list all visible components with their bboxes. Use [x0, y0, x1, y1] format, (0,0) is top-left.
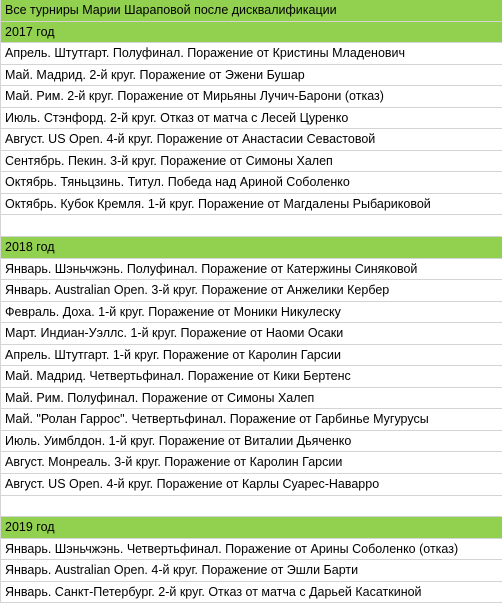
table-row: Август. US Open. 4-й круг. Поражение от Карлы Суарес-Наварро [1, 474, 502, 496]
table-row: Январь. Санкт-Петербург. 2-й круг. Отказ от матча с Дарьей Касаткиной [1, 582, 502, 603]
year-header-2017: 2017 год [1, 22, 502, 44]
table-row: Апрель. Штутгарт. 1-й круг. Поражение от Каролин Гарсии [1, 345, 502, 367]
table-row: Апрель. Штутгарт. Полуфинал. Поражение от Кристины Младенович [1, 43, 502, 65]
table-row: Январь. Australian Open. 3-й круг. Поражение от Анжелики Кербер [1, 280, 502, 302]
table-row: Май. Мадрид. 2-й круг. Поражение от Эжени Бушар [1, 65, 502, 87]
table-row: Февраль. Доха. 1-й круг. Поражение от Моники Никулеску [1, 302, 502, 324]
table-row: Октябрь. Кубок Кремля. 1-й круг. Поражение от Магдалены Рыбариковой [1, 194, 502, 216]
table-row: Май. Рим. Полуфинал. Поражение от Симоны Халеп [1, 388, 502, 410]
table-row: Июль. Стэнфорд. 2-й круг. Отказ от матча с Лесей Цуренко [1, 108, 502, 130]
table-row: Октябрь. Тяньцзинь. Титул. Победа над Ариной Соболенко [1, 172, 502, 194]
table-row: Январь. Шэньчжэнь. Четвертьфинал. Поражение от Арины Соболенко (отказ) [1, 539, 502, 561]
year-header-2019: 2019 год [1, 517, 502, 539]
table-row: Май. Рим. 2-й круг. Поражение от Мирьяны Лучич-Барони (отказ) [1, 86, 502, 108]
sheet-title: Все турниры Марии Шараповой после дисквалификации [1, 0, 502, 22]
table-row: Август. US Open. 4-й круг. Поражение от Анастасии Севастовой [1, 129, 502, 151]
table-row: Сентябрь. Пекин. 3-й круг. Поражение от Симоны Халеп [1, 151, 502, 173]
table-row: Июль. Уимблдон. 1-й круг. Поражение от Виталии Дьяченко [1, 431, 502, 453]
empty-row [1, 215, 502, 237]
table-row: Январь. Шэньчжэнь. Полуфинал. Поражение от Катержины Синяковой [1, 259, 502, 281]
table-row: Январь. Australian Open. 4-й круг. Поражение от Эшли Барти [1, 560, 502, 582]
table-row: Май. "Ролан Гаррос". Четвертьфинал. Поражение от Гарбинье Мугурусы [1, 409, 502, 431]
empty-row [1, 496, 502, 518]
year-header-2018: 2018 год [1, 237, 502, 259]
table-row: Август. Монреаль. 3-й круг. Поражение от Каролин Гарсии [1, 452, 502, 474]
table-row: Май. Мадрид. Четвертьфинал. Поражение от Кики Бертенс [1, 366, 502, 388]
table-row: Март. Индиан-Уэллс. 1-й круг. Поражение от Наоми Осаки [1, 323, 502, 345]
